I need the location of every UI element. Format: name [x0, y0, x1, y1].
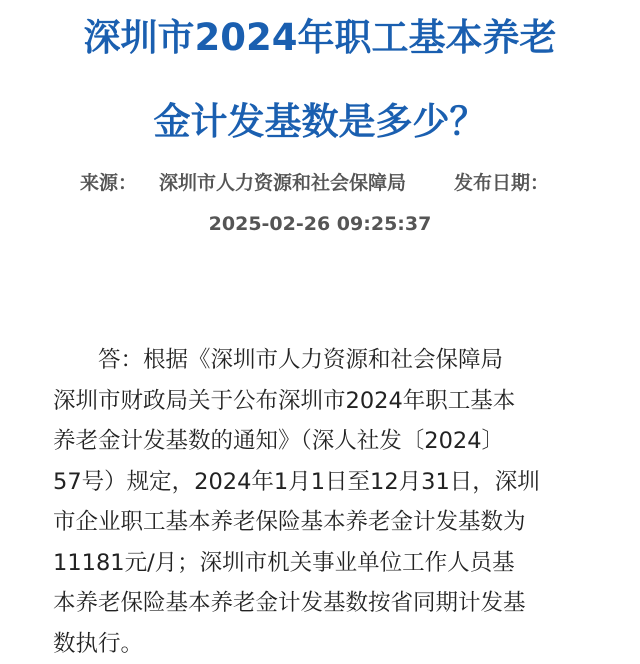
source-label: 来源： [80, 172, 138, 194]
article-body [53, 340, 601, 664]
body-line: 答：根据《深圳市人力资源和社会保障局 [98, 347, 504, 373]
body-line: 数执行。 [53, 630, 144, 657]
article-title-line-1: 深圳市2024年职工基本养老 [83, 16, 557, 59]
article-title-line-2: 金计发基数是多少？ [153, 100, 487, 143]
body-line: 11181元/月；深圳市机关事业单位工作人员基 [53, 549, 515, 576]
body-line: 57号）规定，2024年1月1日至12月31日，深圳 [53, 468, 540, 495]
body-line: 养老金计发基数的通知》（深人社发〔2024〕 [53, 428, 505, 454]
body-line: 市企业职工基本养老保险基本养老金计发基数为 [53, 509, 526, 535]
body-line: 本养老保险基本养老金计发基数按省同期计发基 [53, 590, 526, 616]
publish-date: 2025-02-26 09:25:37 [208, 213, 432, 235]
body-line: 深圳市财政局关于公布深圳市2024年职工基本 [53, 387, 516, 414]
source-value: 深圳市人力资源和社会保障局 [159, 172, 407, 194]
publish-date-label: 发布日期： [454, 172, 550, 194]
article-meta [80, 171, 549, 195]
